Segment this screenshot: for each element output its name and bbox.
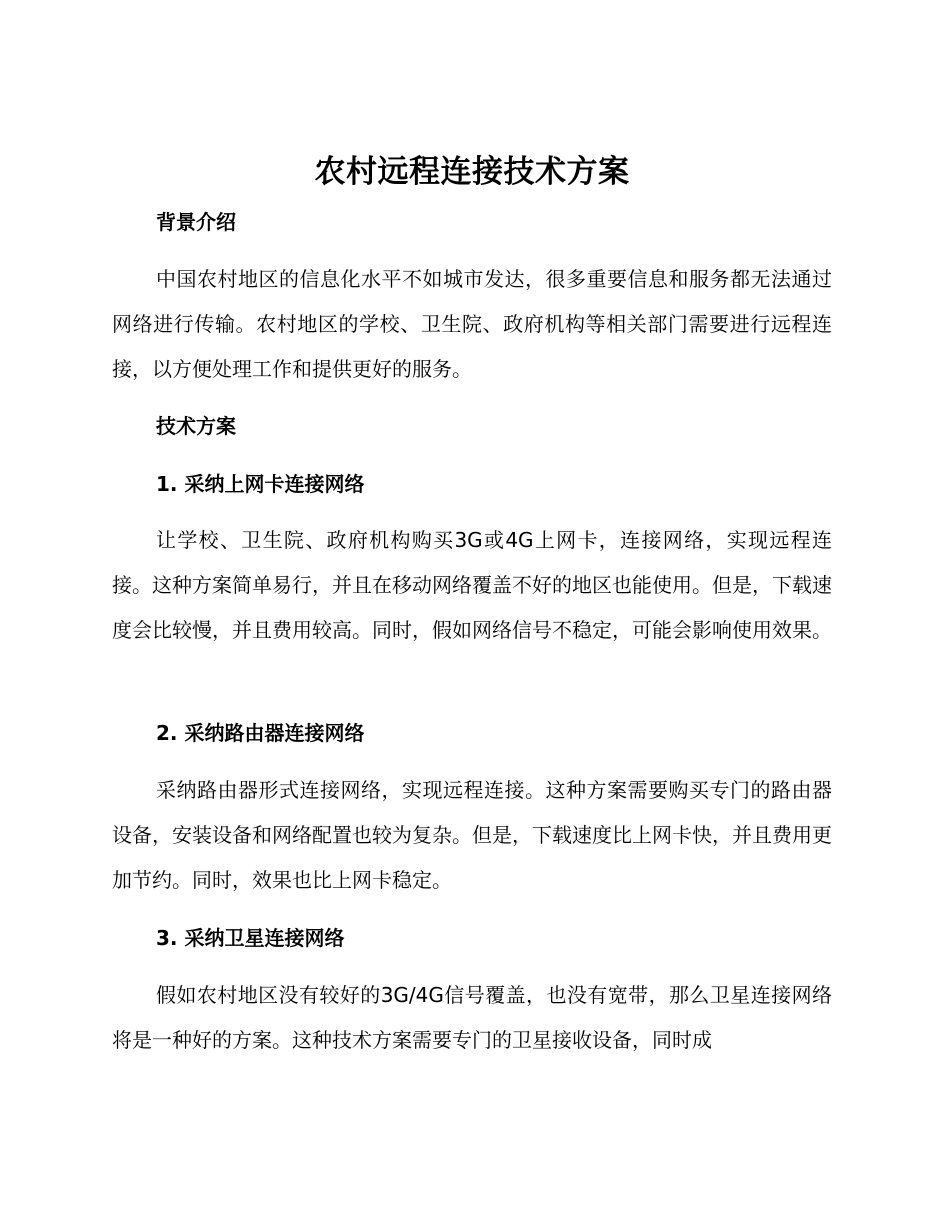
paragraph-option-2: 采纳路由器形式连接网络，实现远程连接。这种方案需要购买专门的路由器设备，安装设备和网络配置也较为复杂。但是，下载速度比上网卡快，并且费用更加节约。同时，效果也比上网卡稳定。 [112, 778, 832, 892]
paragraph-option-3: 假如农村地区没有较好的3G/4G信号覆盖，也没有宽带，那么卫星连接网络将是一种好的方案。这种技术方案需要专门的卫星接收设备，同时成 [112, 983, 832, 1052]
section-heading-option-3: 3. 采纳卫星连接网络 [156, 926, 345, 950]
section-heading-background: 背景介绍 [156, 210, 236, 234]
section-heading-option-1: 1. 采纳上网卡连接网络 [156, 472, 365, 496]
section-heading-technical-plan: 技术方案 [156, 414, 236, 438]
section-heading-option-2: 2. 采纳路由器连接网络 [156, 721, 365, 745]
paragraph-option-1: 让学校、卫生院、政府机构购买3G或4G上网卡，连接网络，实现远程连接。这种方案简单易行，并且在移动网络覆盖不好的地区也能使用。但是，下载速度会比较慢，并且费用较高。同时，假如网络信号不稳定，可能会影响使用效果。 [112, 528, 832, 642]
document-title: 农村远程连接技术方案 [314, 154, 630, 190]
paragraph-background: 中国农村地区的信息化水平不如城市发达，很多重要信息和服务都无法通过网络进行传输。农村地区的学校、卫生院、政府机构等相关部门需要进行远程连接，以方便处理工作和提供更好的服务。 [112, 267, 832, 381]
